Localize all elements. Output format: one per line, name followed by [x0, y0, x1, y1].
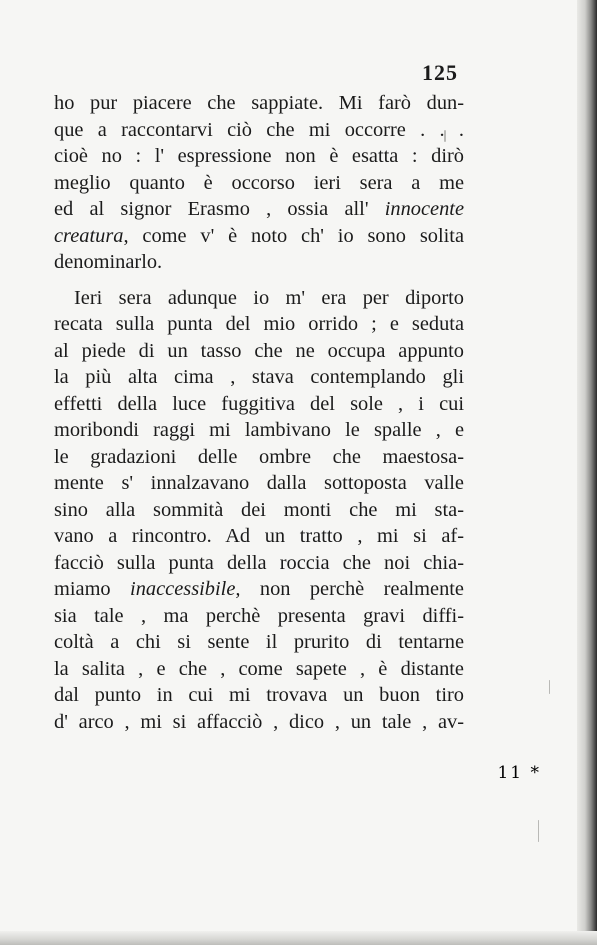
text-line: [54, 196, 464, 223]
italic-phrase: creatura: [54, 224, 124, 247]
text-line: sino alla sommità dei monti che mi sta-: [54, 498, 464, 521]
text-line: la più alta cima , stava contemplando gli: [54, 366, 464, 388]
italic-phrase: innocente: [384, 198, 464, 220]
page-bottom-edge: [0, 931, 597, 945]
signature-mark: 11 *: [497, 763, 541, 783]
text-line: d' arco , mi si affacciò , dico , un tale , av-: [54, 710, 464, 733]
text-line: que a raccontarvi ciò che mi occorre . . .: [54, 118, 464, 141]
text-line: mente s' innalzavano dalla sottoposta valle: [54, 472, 464, 494]
paper-speck: [549, 680, 550, 694]
text-line: le gradazioni delle ombre che maestosa-: [54, 445, 464, 468]
text-segment: non perchè realmente: [259, 578, 464, 600]
text-line: ho pur piacere che sappiate. Mi farò dun-: [54, 92, 464, 114]
text-line: meglio quanto è occorso ieri sera a me: [54, 171, 464, 194]
paper-speck: [538, 820, 539, 842]
text-line: cioè no : l' espressione non è esatta : dirò: [54, 145, 464, 167]
text-line: [54, 576, 464, 603]
text-line: effetti della luce fuggitiva del sole , i cui: [54, 392, 464, 415]
text-line: coltà a chi si sente il prurito di tentarne: [54, 631, 464, 653]
text-line: sia tale , ma perchè presenta gravi diffi-: [54, 604, 464, 627]
text-line: la salita , e che , come sapete , è distante: [54, 657, 464, 680]
text-line: moribondi raggi mi lambivano le spalle , e: [54, 419, 464, 441]
text-segment: , come v' è noto ch' io sono solita: [123, 224, 464, 247]
text-line: dal punto in cui mi trovava un buon tiro: [54, 684, 464, 706]
text-line: recata sulla punta del mio orrido ; e seduta: [54, 313, 464, 335]
page-number: 125: [422, 60, 458, 85]
italic-phrase: inaccessibile,: [130, 578, 241, 600]
text-segment: miamo: [54, 578, 111, 600]
text-line: [54, 223, 464, 250]
paragraph-start-line: Ieri sera adunque io m' era per diporto: [74, 286, 464, 309]
page-edge-shadow: [577, 0, 597, 945]
paragraph-gap: [54, 276, 464, 285]
body-text: [54, 90, 464, 735]
text-line: vano a rincontro. Ad un tratto , mi si af-: [54, 525, 464, 547]
text-line: al piede di un tasso che ne occupa appunto: [54, 339, 464, 362]
text-segment: ed al signor Erasmo , ossia all': [54, 198, 369, 220]
paragraph-end-line: denominarlo.: [54, 251, 163, 273]
text-line: facciò sulla punta della roccia che noi chia-: [54, 551, 464, 574]
